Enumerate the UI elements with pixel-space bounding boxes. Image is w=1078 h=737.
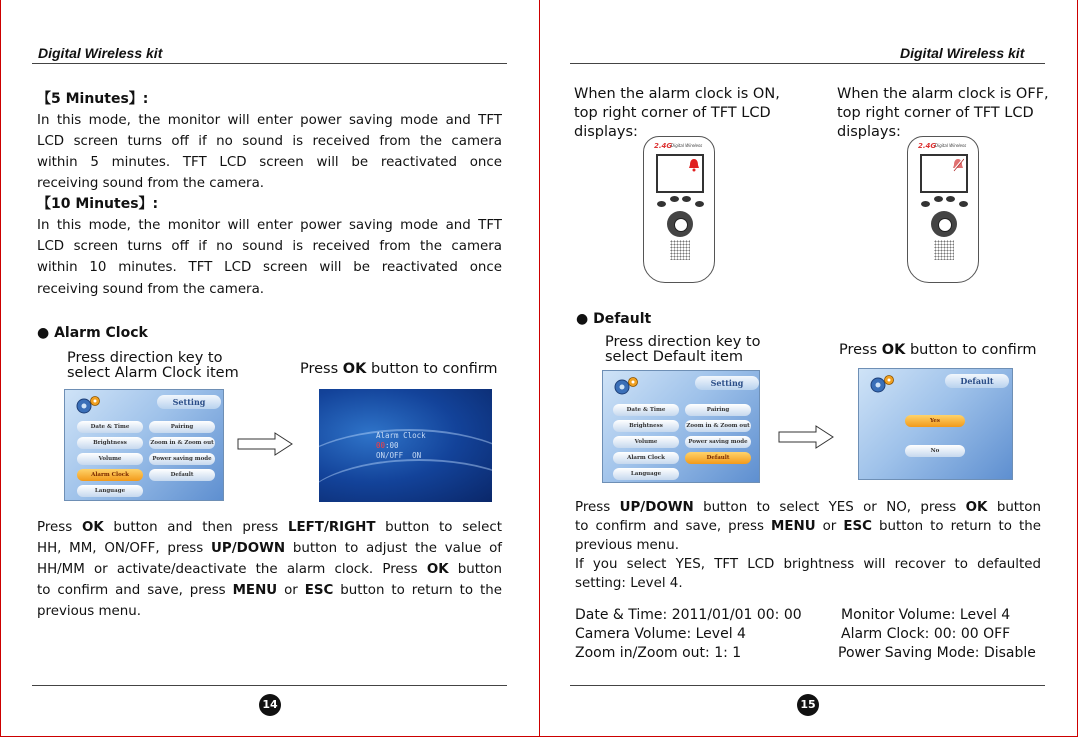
menu-item-brightness: Brightness [77,437,143,449]
caption-line: select Default item [605,349,744,365]
default-value: Zoom in/Zoom out: 1: 1 [575,645,742,661]
paragraph-line: HH, MM, ON/OFF, press UP/DOWN button to adjust the value of [37,541,502,556]
direction-pad-icon [931,211,957,237]
caption-line: top right corner of TFT LCD [837,105,1034,121]
device-screen [920,154,968,193]
arrow-right-icon [778,425,834,449]
default-value: Monitor Volume: Level 4 [841,607,1011,623]
paragraph-line: LCD screen turns off if no sound is received from the camera [37,134,502,149]
setting-title: Setting [695,376,759,390]
menu-item-date-time: Date & Time [613,404,679,416]
right-header-rule [570,63,1045,64]
paragraph-line: Press UP/DOWN button to select YES or NO, press OK button [575,500,1041,515]
right-header: Digital Wireless kit [900,45,1025,61]
menu-item-alarm-clock: Alarm Clock [613,452,679,464]
left-header-rule [32,63,507,64]
default-value: Date & Time: 2011/01/01 00: 00 [575,607,802,623]
device-button [682,196,691,202]
caption-line: Press direction key to [67,350,223,366]
speaker-grille [670,240,690,260]
right-footer-rule [570,685,1045,686]
device-brand-sub: Digital Wireless [935,143,967,148]
paragraph-line: previous menu. [37,604,142,619]
device-button [946,196,955,202]
paragraph-line: to confirm and save, press MENU or ESC button to return to the [575,519,1041,534]
alarm-screen-onoff: ON/OFF ON [376,451,422,460]
device-button [657,201,666,207]
alarm-caption-right: Press OK button to confirm [300,361,498,377]
device-brand: 2.4G [654,142,673,150]
left-footer-rule [32,685,507,686]
paragraph-line: receiving sound from the camera. [37,282,265,297]
setting-title: Setting [157,395,221,409]
paragraph-line: In this mode, the monitor will enter power saving mode and TFT [37,113,502,128]
caption-line: displays: [574,124,638,140]
menu-item-volume: Volume [77,453,143,465]
left-header: Digital Wireless kit [38,45,163,61]
alarm-clock-heading: ● Alarm Clock [37,325,148,341]
menu-item-pairing: Pairing [685,404,751,416]
default-caption-right: Press OK button to confirm [839,342,1037,358]
menu-item-default: Default [149,469,215,481]
device-screen [656,154,704,193]
caption-line: select Alarm Clock item [67,365,239,381]
caption-line: top right corner of TFT LCD [574,105,771,121]
alarm-clock-screenshot [319,389,492,502]
gear-icon [867,371,897,399]
device-button [670,196,679,202]
menu-item-default: Default [685,452,751,464]
menu-item-power-saving: Power saving mode [685,436,751,448]
menu-item-language: Language [613,468,679,480]
page-number-right: 15 [797,694,819,716]
menu-item-zoom: Zoom in & Zoom out [149,437,215,449]
paragraph-line: within 5 minutes. TFT LCD screen will be reactivated once [37,155,502,170]
direction-pad-icon [667,211,693,237]
paragraph-line: previous menu. [575,538,680,553]
menu-item-alarm-clock: Alarm Clock [77,469,143,481]
default-value: Power Saving Mode: Disable [838,645,1036,661]
alarm-screen-title: Alarm Clock [376,431,426,440]
device-button [959,201,968,207]
gear-icon [73,392,103,420]
device-button [695,201,704,207]
menu-item-language: Language [77,485,143,497]
caption-line: Press direction key to [605,334,761,350]
alarm-on-bell-icon [688,158,700,172]
paragraph-line: Press OK button and then press LEFT/RIGHT button to select [37,520,502,535]
alarm-caption-left [67,351,239,381]
paragraph-line: HH/MM or activate/deactivate the alarm clock. Press OK button [37,562,502,577]
menu-item-brightness: Brightness [613,420,679,432]
ok-label: OK [881,342,906,358]
menu-item-zoom: Zoom in & Zoom out [685,420,751,432]
alarm-on-caption [574,85,780,142]
menu-item-power-saving: Power saving mode [149,453,215,465]
default-option-yes: Yes [905,415,965,427]
speaker-grille [934,240,954,260]
caption-line: When the alarm clock is ON, [574,86,780,102]
alarm-off-caption [837,85,1049,142]
paragraph-line: to confirm and save, press MENU or ESC button to return to the [37,583,502,598]
ten-minutes-heading: 【10 Minutes】: [37,196,159,212]
paragraph-line: within 10 minutes. TFT LCD screen will be reactivated once [37,260,502,275]
alarm-off-bell-icon [952,158,964,172]
device-brand: 2.4G [918,142,937,150]
paragraph-line: LCD screen turns off if no sound is received from the camera [37,239,502,254]
menu-item-pairing: Pairing [149,421,215,433]
monitor-device-alarm-on [643,136,715,283]
default-menu-screenshot [858,368,1013,480]
setting-menu-screenshot [602,370,760,483]
paragraph-line: setting: Level 4. [575,576,683,591]
menu-item-date-time: Date & Time [77,421,143,433]
default-value: Camera Volume: Level 4 [575,626,746,642]
setting-menu-screenshot [64,389,224,501]
device-button [934,196,943,202]
ok-label: OK [342,361,367,377]
monitor-device-alarm-off [907,136,979,283]
gear-icon [611,373,641,401]
device-brand-sub: Digital Wireless [671,143,703,148]
paragraph-line: If you select YES, TFT LCD brightness will recover to defaulted [575,557,1041,572]
device-button [921,201,930,207]
arrow-right-icon [237,432,293,456]
default-value: Alarm Clock: 00: 00 OFF [841,626,1011,642]
default-option-no: No [905,445,965,457]
caption-line: When the alarm clock is OFF, [837,86,1049,102]
menu-item-volume: Volume [613,436,679,448]
five-minutes-heading: 【5 Minutes】: [37,91,149,107]
alarm-screen-time: 00:00 [376,441,399,450]
caption-line: displays: [837,124,901,140]
default-title: Default [945,374,1009,388]
page-number-left: 14 [259,694,281,716]
default-caption-left [605,335,760,365]
paragraph-line: receiving sound from the camera. [37,176,265,191]
paragraph-line: In this mode, the monitor will enter power saving mode and TFT [37,218,502,233]
default-heading: ● Default [576,311,652,327]
